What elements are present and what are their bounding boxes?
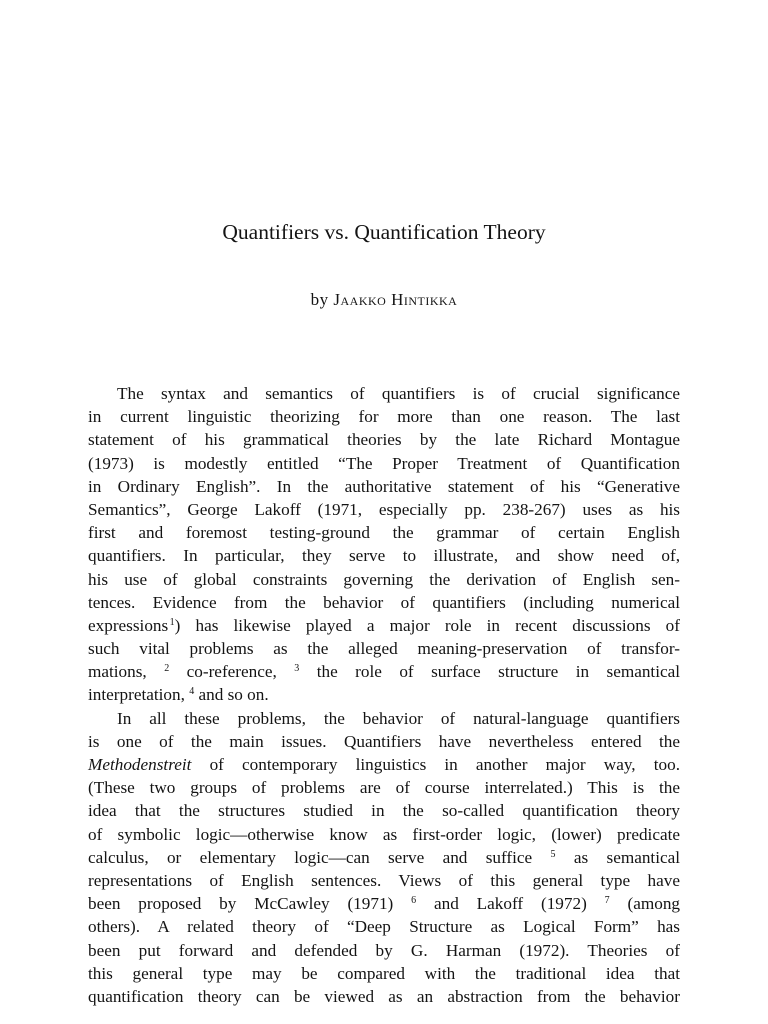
text-line: quantification theory can be viewed as an abstraction from the behavior bbox=[88, 986, 680, 1006]
text-line: In all these problems, the behavior of natural-language quantifiers bbox=[117, 708, 680, 728]
text-line: Semantics”, George Lakoff (1971, especially pp. 238-267) uses as his bbox=[88, 499, 680, 519]
paper-body bbox=[88, 382, 680, 1008]
text-segment: been proposed by McCawley (1971) bbox=[88, 894, 394, 914]
text-line: The syntax and semantics of quantifiers is of crucial significance bbox=[117, 384, 680, 403]
text-segment: co-reference, bbox=[186, 662, 277, 682]
text-line: in current linguistic theorizing for more than one reason. The last bbox=[88, 407, 680, 427]
text-line bbox=[88, 753, 680, 776]
text-line: (These two groups of problems are of course interrelated.) This is the bbox=[88, 778, 680, 798]
text-line: idea that the structures studied in the so-called quantification theory bbox=[88, 801, 680, 821]
italic-term: Methodenstreit bbox=[88, 755, 192, 774]
footnote-marker: 5 bbox=[550, 848, 556, 860]
text-line: statement of his grammatical theories by the late Richard Montague bbox=[88, 430, 680, 450]
text-segment: as semantical bbox=[573, 847, 681, 867]
text-line: others). A related theory of “Deep Structure as Logical Form” has bbox=[88, 917, 680, 937]
text-line bbox=[88, 614, 680, 637]
author-name: Jaakko Hintikka bbox=[333, 290, 458, 309]
text-line bbox=[88, 846, 680, 869]
text-line: quantifiers. In particular, they serve to illustrate, and show need of, bbox=[88, 546, 680, 566]
text-line: in Ordinary English”. In the authoritative statement of his “Generative bbox=[88, 476, 680, 496]
footnote-marker: 6 bbox=[411, 895, 417, 907]
text-segment: calculus, or elementary logic—can serve and suffice bbox=[88, 847, 533, 867]
text-line: of symbolic logic—otherwise know as first-order logic, (lower) predicate bbox=[88, 824, 680, 844]
text-segment: mations, bbox=[88, 662, 147, 682]
text-segment: of contemporary linguistics in another major way, too. bbox=[209, 755, 681, 774]
footnote-marker: 1 bbox=[169, 616, 175, 628]
text-line: is one of the main issues. Quantifiers have nevertheless entered the bbox=[88, 731, 680, 751]
text-segment: the role of surface structure in semantical bbox=[316, 662, 681, 682]
text-segment: and so on. bbox=[198, 685, 269, 705]
text-line: this general type may be compared with the traditional idea that bbox=[88, 963, 680, 983]
text-line bbox=[88, 683, 680, 706]
footnote-marker: 2 bbox=[164, 663, 170, 675]
text-line: his use of global constraints governing the derivation of English sen- bbox=[88, 569, 680, 589]
text-segment: and Lakoff (1972) bbox=[434, 894, 587, 914]
text-line: been put forward and defended by G. Harman (1972). Theories of bbox=[88, 940, 680, 960]
text-segment: expressions bbox=[88, 615, 169, 635]
text-line: (1973) is modestly entitled “The Proper Treatment of Quantification bbox=[88, 453, 680, 473]
footnote-marker: 4 bbox=[189, 686, 195, 698]
text-line: tences. Evidence from the behavior of quantifiers (including numerical bbox=[88, 592, 680, 612]
text-line: first and foremost testing-ground the grammar of certain English bbox=[88, 523, 680, 543]
text-segment: ) has likewise played a major role in recent discussions of bbox=[174, 615, 680, 635]
footnote-marker: 7 bbox=[604, 895, 610, 907]
paper-title: Quantifiers vs. Quantification Theory bbox=[222, 220, 546, 244]
text-line bbox=[88, 892, 680, 915]
text-line: such vital problems as the alleged meaning-preservation of transfor- bbox=[88, 639, 680, 659]
text-segment: (among bbox=[627, 894, 681, 914]
text-line: representations of English sentences. Views of this general type have bbox=[88, 870, 680, 890]
footnote-marker: 3 bbox=[294, 663, 300, 675]
byline-prefix: by bbox=[310, 290, 329, 309]
text-line bbox=[88, 660, 680, 683]
text-segment: interpretation, bbox=[88, 685, 185, 705]
byline bbox=[0, 290, 768, 310]
